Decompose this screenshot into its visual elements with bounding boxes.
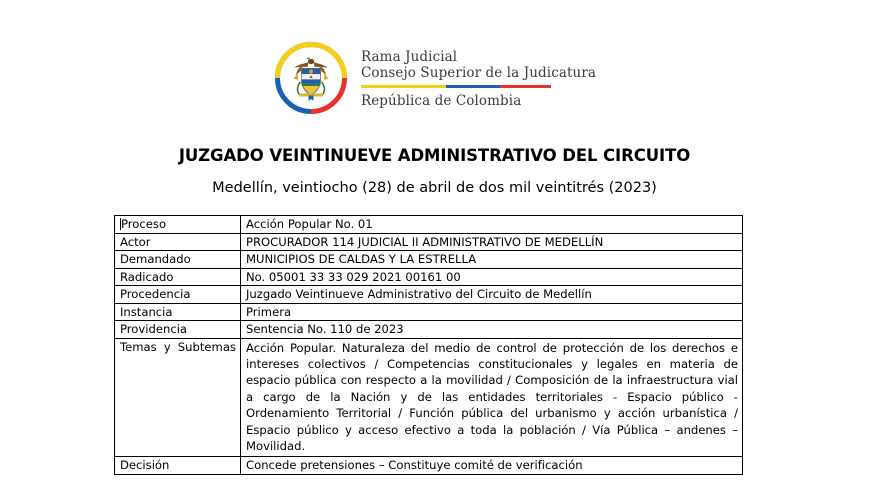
- letterhead-line-consejo-superior: Consejo Superior de la Judicatura: [360, 65, 597, 81]
- row-label-decision: Decisión: [115, 457, 241, 475]
- row-label-temas-y-subtemas: Temas y Subtemas: [115, 338, 241, 457]
- case-info-table-wrapper: [0, 215, 869, 475]
- table-row: [115, 233, 743, 251]
- row-value-proceso: Acción Popular No. 01: [241, 216, 743, 234]
- row-label-instancia: Instancia: [115, 303, 241, 321]
- row-label-procedencia: Procedencia: [115, 286, 241, 304]
- row-value-temas-y-subtemas: Acción Popular. Naturaleza del medio de control de protección de los derechos e intereses colectivos / Competencias constitucionales y legales en materia de espacio pública con respecto a la movilidad / Composición de la infraestructura vial a cargo de la Nación y de las entidades territoriales - Espacio público - Ordenamiento Territorial / Función pública del urbanismo y acción urbanística / Espacio público y acceso efectivo a toda la población / Vía Pública – andenes – Movilidad.: [241, 338, 743, 457]
- letterhead-text: [361, 47, 596, 109]
- row-value-decision: Concede pretensiones – Constituye comité de verificación: [241, 457, 743, 475]
- row-label-proceso: [115, 216, 241, 234]
- row-label-radicado: Radicado: [115, 268, 241, 286]
- table-row: [115, 457, 743, 475]
- row-value-actor: PROCURADOR 114 JUDICIAL II ADMINISTRATIVO DE MEDELLÍN: [241, 233, 743, 251]
- row-value-providencia: Sentencia No. 110 de 2023: [241, 321, 743, 339]
- row-value-instancia: Primera: [241, 303, 743, 321]
- label-text: Proceso: [121, 217, 167, 231]
- table-row: [115, 303, 743, 321]
- row-value-demandado: MUNICIPIOS DE CALDAS Y LA ESTRELLA: [241, 251, 743, 269]
- letterhead: [0, 0, 869, 116]
- row-value-radicado: No. 05001 33 33 029 2021 00161 00: [241, 268, 743, 286]
- page-subtitle-place-date: Medellín, veintiocho (28) de abril de dos mil veintitrés (2023): [212, 180, 657, 196]
- colombia-coat-of-arms-seal-icon: [273, 40, 349, 116]
- table-row: [115, 216, 743, 234]
- row-value-procedencia: Juzgado Veintinueve Administrativo del Circuito de Medellín: [241, 286, 743, 304]
- row-label-actor: Actor: [115, 233, 241, 251]
- case-info-table: [114, 215, 743, 475]
- table-row: [115, 268, 743, 286]
- table-row: [115, 251, 743, 269]
- row-label-providencia: Providencia: [115, 321, 241, 339]
- letterhead-line-republica: República de Colombia: [360, 93, 522, 109]
- letterhead-line-rama-judicial: Rama Judicial: [360, 49, 458, 65]
- table-row: [115, 338, 743, 457]
- page-title: JUZGADO VEINTINUEVE ADMINISTRATIVO DEL CIRCUITO: [178, 146, 691, 165]
- row-label-demandado: Demandado: [115, 251, 241, 269]
- table-row: [115, 286, 743, 304]
- table-row: [115, 321, 743, 339]
